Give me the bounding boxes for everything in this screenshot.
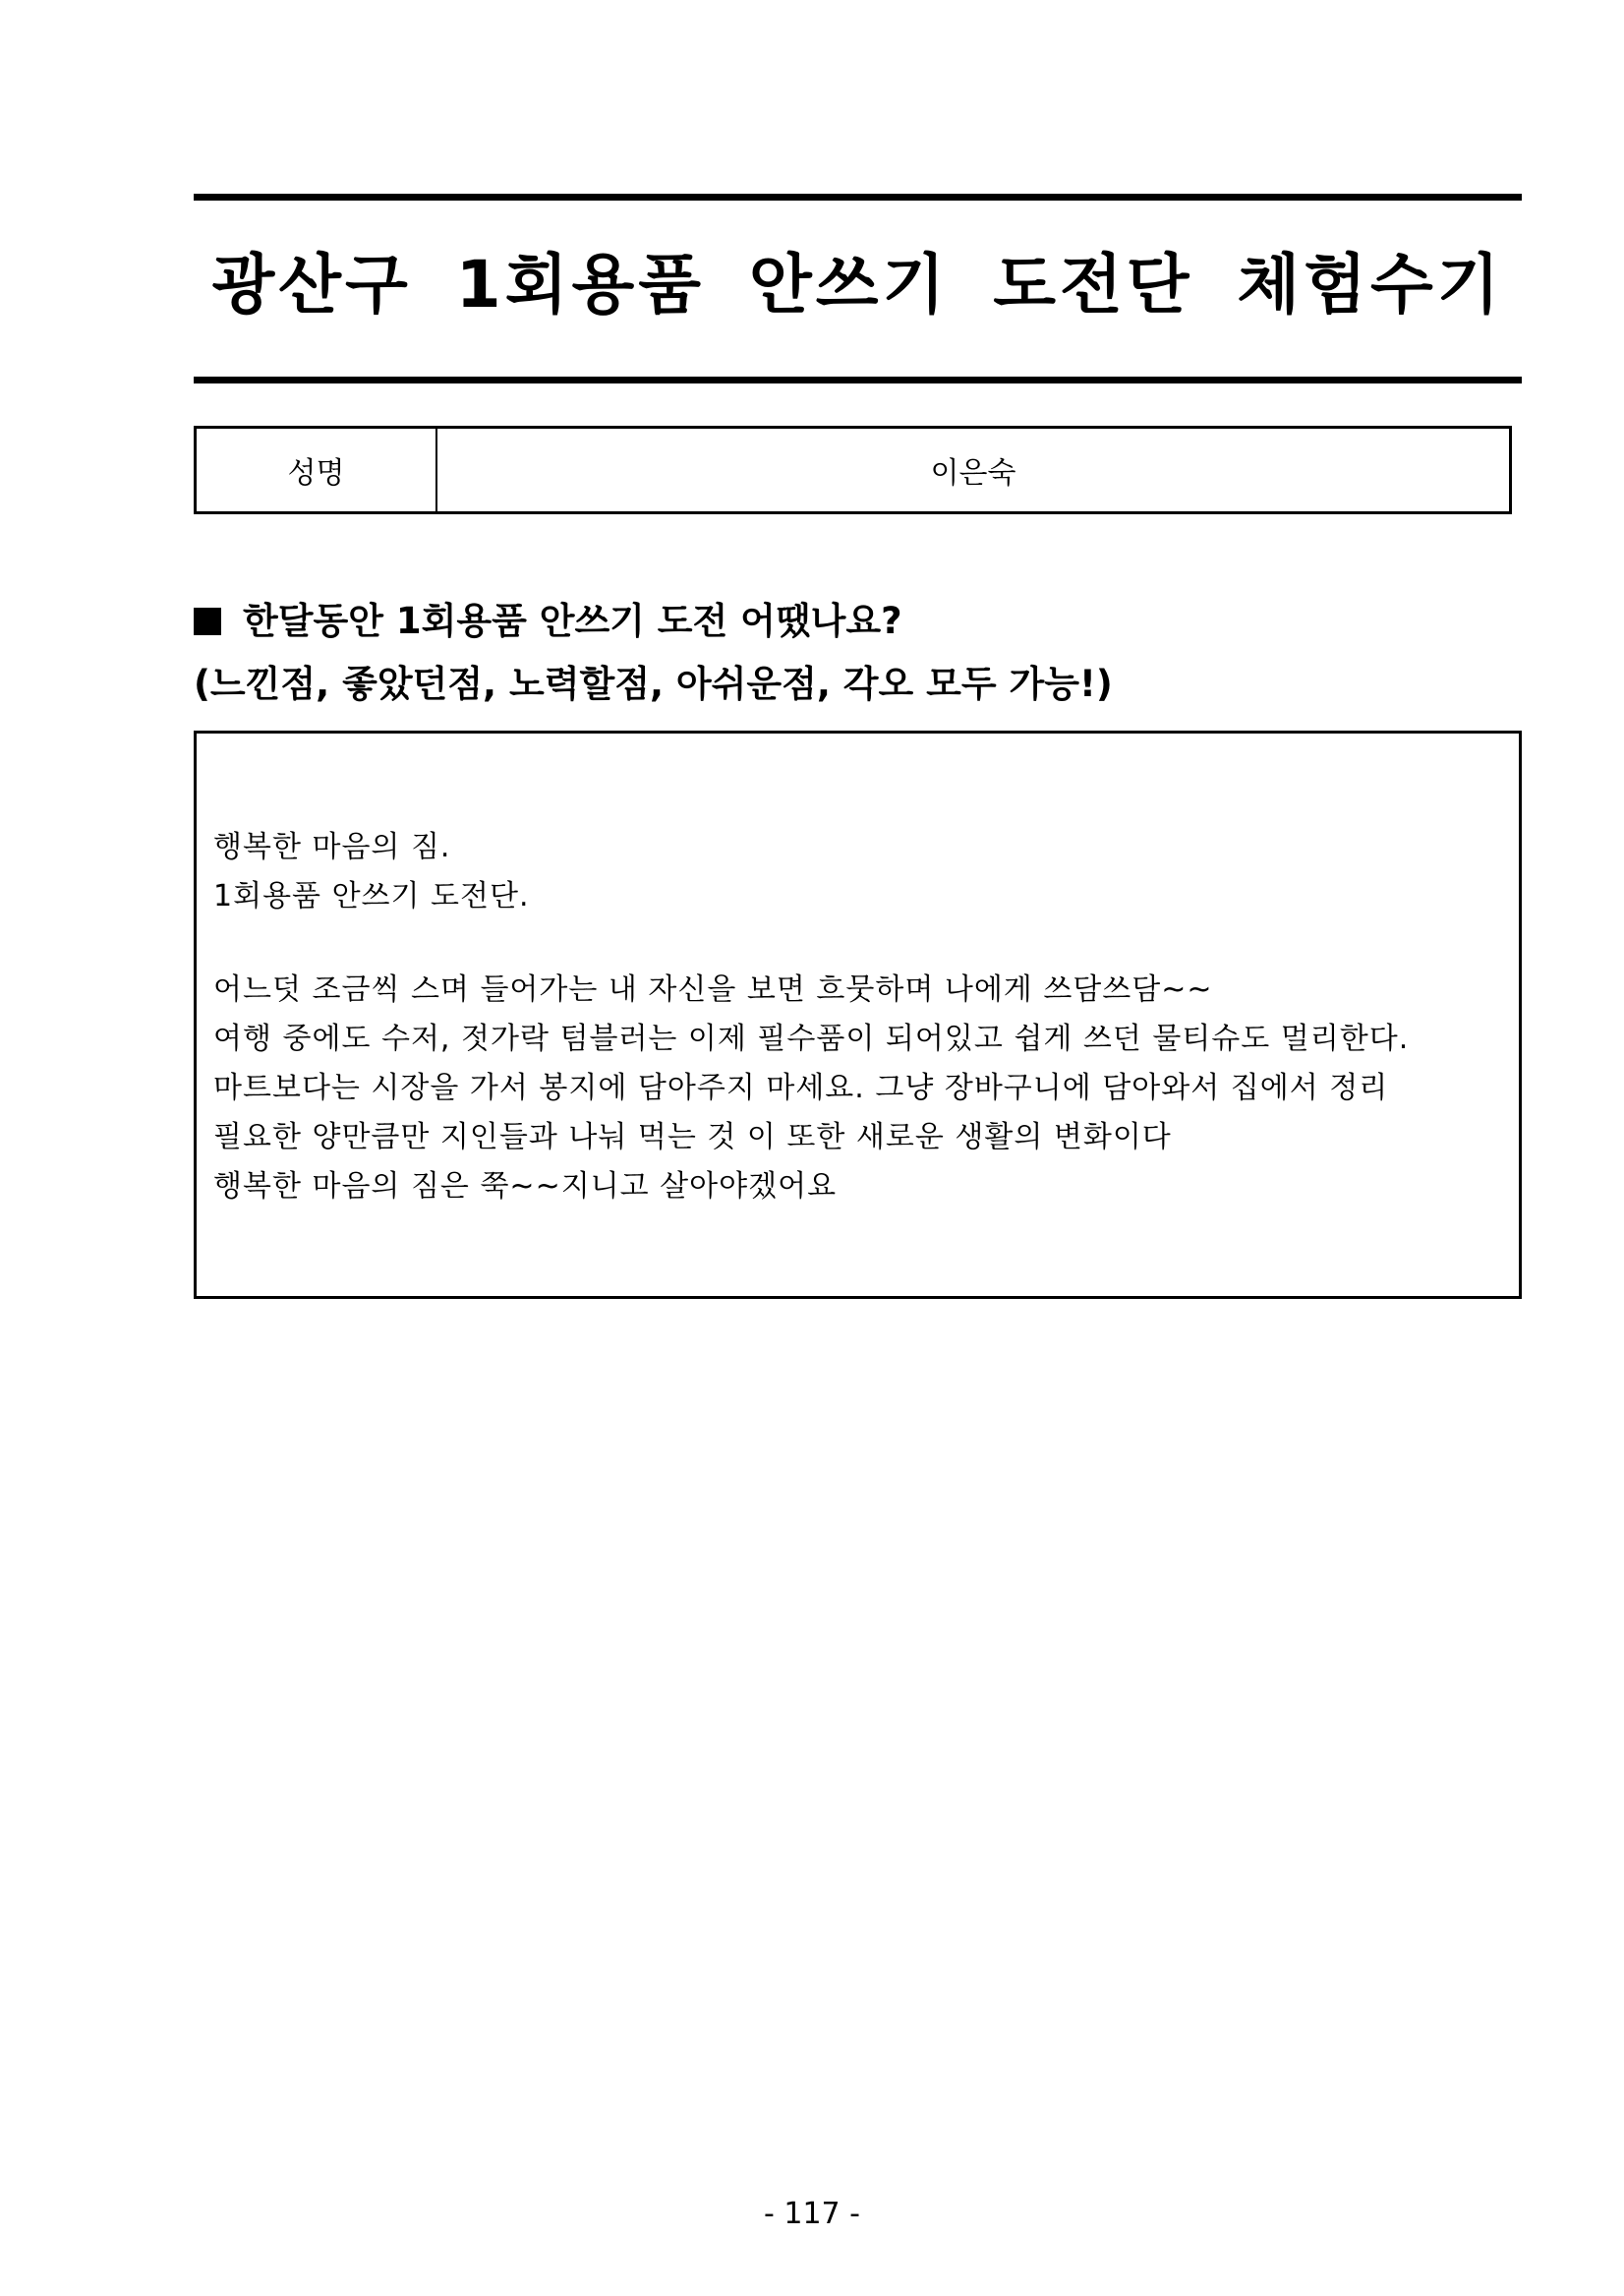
answer-line: 어느덧 조금씩 스며 들어가는 내 자신을 보면 흐뭇하며 나에게 쓰담쓰담~~ [213, 972, 1213, 1007]
answer-box [194, 731, 1522, 1299]
question-subtext: (느낀점, 좋았던점, 노력할점, 아쉬운점, 각오 모두 가능!) [194, 663, 1113, 705]
answer-text [213, 823, 1409, 1211]
answer-line: 행복한 마음의 짐. [213, 830, 451, 864]
name-table [194, 426, 1512, 514]
answer-line: 여행 중에도 수저, 젓가락 텀블러는 이제 필수품이 되어있고 쉽게 쓰던 물티슈도 멀리한다. [213, 1022, 1410, 1056]
question-main-text: 한달동안 1회용품 안쓰기 도전 어땠나요? [243, 600, 902, 642]
title-bottom-rule [194, 377, 1522, 383]
question-heading [194, 590, 1522, 653]
square-bullet-icon [194, 608, 221, 635]
answer-line: 필요한 양만큼만 지인들과 나눠 먹는 것 이 또한 새로운 생활의 변화이다 [213, 1120, 1172, 1154]
title-top-rule [194, 194, 1522, 201]
page-number: - 117 - [764, 2197, 860, 2231]
answer-blank-line [213, 921, 1409, 966]
name-value-cell: 이은숙 [930, 456, 1016, 491]
name-label-cell: 성명 [197, 429, 437, 511]
answer-line: 마트보다는 시장을 가서 봉지에 담아주지 마세요. 그냥 장바구니에 담아와서 집에서 정리 [213, 1071, 1389, 1105]
answer-line: 1회용품 안쓰기 도전단. [213, 879, 530, 913]
answer-line: 행복한 마음의 짐은 쭉~~지니고 살아야겠어요 [213, 1169, 838, 1204]
document-title: 광산구 1회용품 안쓰기 도전단 체험수기 [211, 247, 1504, 323]
